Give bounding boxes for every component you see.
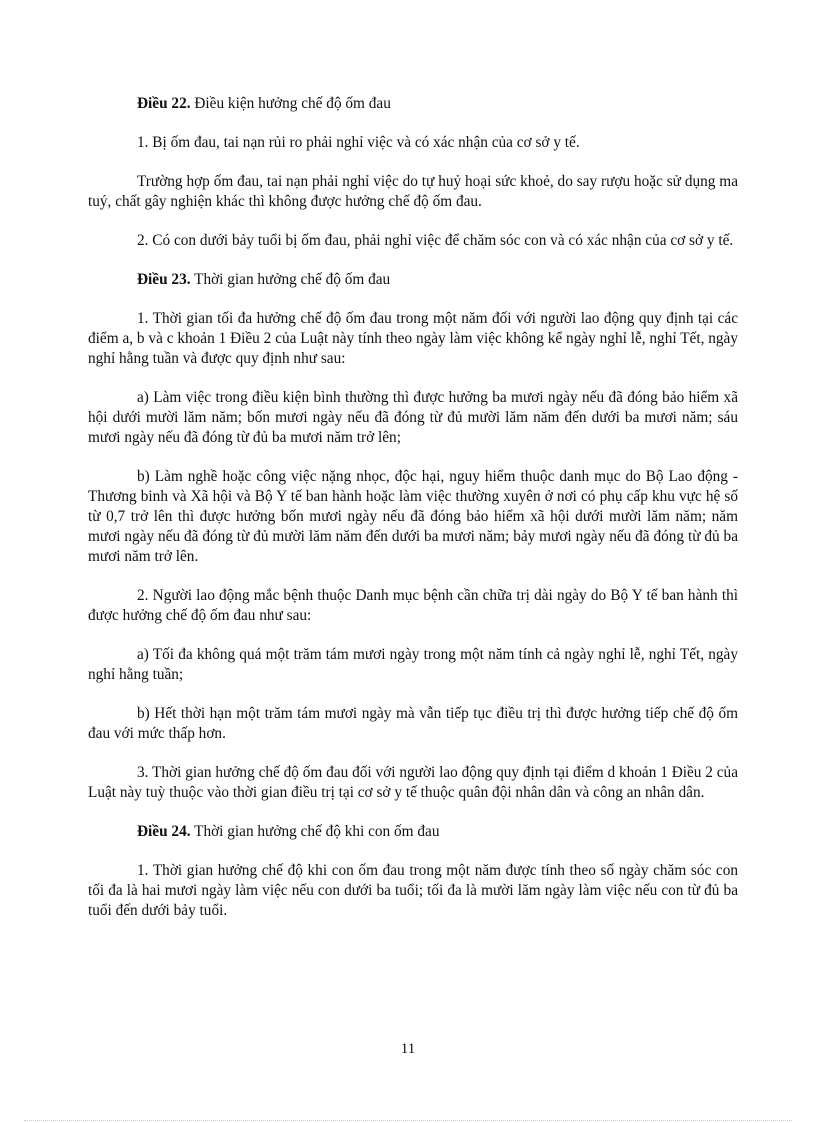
article-24-label: Điều 24. xyxy=(137,823,191,840)
article-22-label: Điều 22. xyxy=(137,95,191,112)
article-23-paragraph-4: 2. Người lao động mắc bệnh thuộc Danh mục bệnh cần chữa trị dài ngày do Bộ Y tế ban hành thì được hưởng chế độ ốm đau như sau: xyxy=(88,587,738,624)
document-body xyxy=(88,94,738,940)
article-22-title: Điều kiện hưởng chế độ ốm đau xyxy=(190,95,391,112)
article-23-paragraph-6: b) Hết thời hạn một trăm tám mươi ngày mà vẫn tiếp tục điều trị thì được hưởng tiếp chế độ ốm đau với mức thấp hơn. xyxy=(88,705,738,742)
page-bottom-divider xyxy=(24,1120,792,1121)
article-23-paragraph-1: 1. Thời gian tối đa hưởng chế độ ốm đau trong một năm đối với người lao động quy định tại các điểm a, b và c khoản 1 Điều 2 của Luật này tính theo ngày làm việc không kể ngày nghỉ lễ, nghỉ Tết, ngày nghỉ hằng tuần và được quy định như sau: xyxy=(88,310,738,367)
article-22-paragraph-3: 2. Có con dưới bảy tuổi bị ốm đau, phải nghỉ việc để chăm sóc con và có xác nhận của cơ sở y tế. xyxy=(137,232,734,249)
article-22-paragraph-1: 1. Bị ốm đau, tai nạn rủi ro phải nghỉ việc và có xác nhận của cơ sở y tế. xyxy=(137,134,580,151)
article-22-heading xyxy=(88,94,738,114)
article-23-title: Thời gian hưởng chế độ ốm đau xyxy=(190,271,391,288)
article-23-paragraph-3: b) Làm nghề hoặc công việc nặng nhọc, độc hại, nguy hiểm thuộc danh mục do Bộ Lao động - Thương binh và Xã hội và Bộ Y tế ban hành hoặc làm việc thường xuyên ở nơi có phụ cấp khu vực hệ số từ 0,7 trở lên thì được hưởng bốn mươi ngày nếu đã đóng bảo hiểm xã hội dưới mười lăm năm; năm mươi ngày nếu đã đóng từ đủ mười lăm năm đến dưới ba mươi năm; bảy mươi ngày nếu đã đóng từ đủ ba mươi năm trở lên. xyxy=(88,468,738,565)
article-23-label: Điều 23. xyxy=(137,271,191,288)
article-23-heading xyxy=(88,270,738,290)
article-23-paragraph-2: a) Làm việc trong điều kiện bình thường thì được hưởng ba mươi ngày nếu đã đóng bảo hiểm xã hội dưới mười lăm năm; bốn mươi ngày nếu đã đóng từ đủ mười lăm năm đến dưới ba mươi năm; sáu mươi ngày nếu đã đóng từ đủ ba mươi năm trở lên; xyxy=(88,389,738,446)
article-23-paragraph-5: a) Tối đa không quá một trăm tám mươi ngày trong một năm tính cả ngày nghỉ lễ, nghỉ Tết, ngày nghỉ hằng tuần; xyxy=(88,646,738,683)
article-23-paragraph-7: 3. Thời gian hưởng chế độ ốm đau đối với người lao động quy định tại điểm d khoản 1 Điều 2 của Luật này tuỳ thuộc vào thời gian điều trị tại cơ sở y tế thuộc quân đội nhân dân và công an nhân dân. xyxy=(88,764,738,801)
article-24-heading xyxy=(88,822,738,842)
page-number: 11 xyxy=(400,1041,416,1057)
article-22-paragraph-2: Trường hợp ốm đau, tai nạn phải nghỉ việc do tự huỷ hoại sức khoẻ, do say rượu hoặc sử dụng ma tuý, chất gây nghiện khác thì không được hưởng chế độ ốm đau. xyxy=(88,173,738,210)
article-24-title: Thời gian hưởng chế độ khi con ốm đau xyxy=(190,823,440,840)
article-24-paragraph-1: 1. Thời gian hưởng chế độ khi con ốm đau trong một năm được tính theo số ngày chăm sóc con tối đa là hai mươi ngày làm việc nếu con dưới ba tuổi; tối đa là mười lăm ngày làm việc nếu con từ đủ ba tuổi đến dưới bảy tuổi. xyxy=(88,862,738,919)
